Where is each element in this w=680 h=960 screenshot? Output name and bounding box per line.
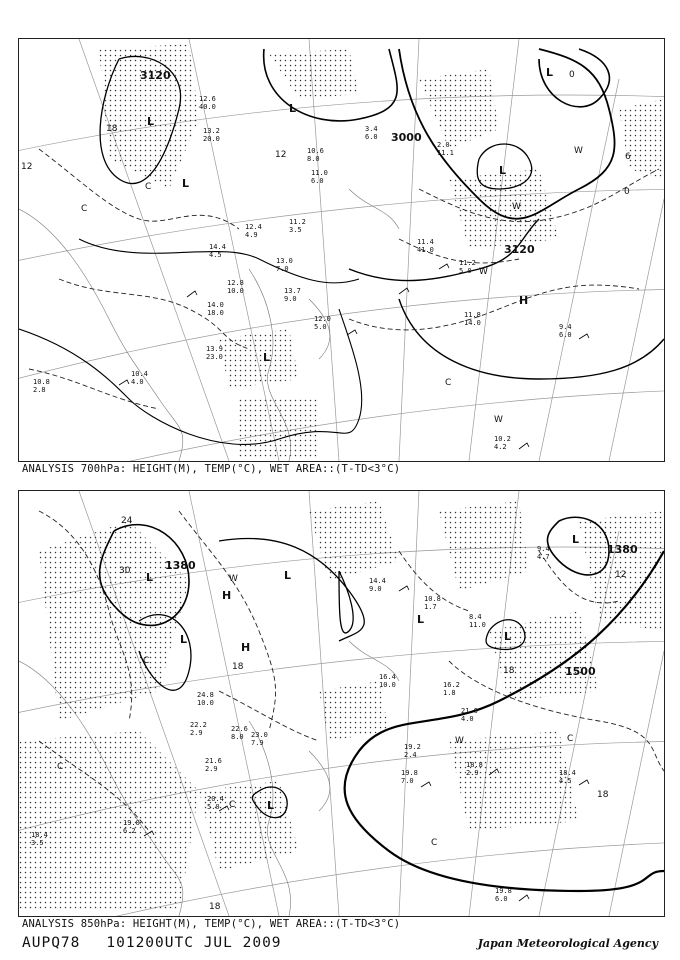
svg-text:14.0: 14.0 [464, 319, 481, 327]
svg-text:2.9: 2.9 [466, 769, 479, 777]
caption-700hpa: ANALYSIS 700hPa: HEIGHT(M), TEMP(°C), WET AREA::(T-TD<3°C) [22, 463, 401, 475]
cold-marker: C [567, 734, 574, 744]
isotherm-label: 18 [232, 662, 244, 672]
svg-text:2.9: 2.9 [205, 765, 218, 773]
svg-text:20.4: 20.4 [207, 795, 224, 803]
svg-text:1.8: 1.8 [443, 689, 456, 697]
svg-text:9.4: 9.4 [537, 545, 550, 553]
map-700hpa-canvas [19, 39, 664, 461]
svg-text:23.0: 23.0 [206, 353, 223, 361]
isotherm-label: 12 [615, 570, 627, 580]
warm-marker: W [229, 574, 238, 584]
svg-text:6.0: 6.0 [365, 133, 378, 141]
isotherm-label: 18 [597, 790, 609, 800]
svg-text:12.0: 12.0 [314, 315, 331, 323]
svg-text:10.8: 10.8 [33, 378, 50, 386]
svg-text:19.0: 19.0 [123, 819, 140, 827]
svg-text:13.9: 13.9 [206, 345, 223, 353]
svg-text:8.0: 8.0 [231, 733, 244, 741]
isotherm-label: 12 [21, 162, 33, 172]
chart-identifier [22, 935, 308, 951]
svg-text:9.0: 9.0 [284, 295, 297, 303]
warm-marker: W [494, 415, 503, 425]
svg-text:6.0: 6.0 [311, 177, 324, 185]
svg-text:18.8: 18.8 [466, 761, 483, 769]
svg-text:10.2: 10.2 [494, 435, 511, 443]
svg-text:7.0: 7.0 [276, 265, 289, 273]
svg-text:8.0: 8.0 [307, 155, 320, 163]
svg-text:4.2: 4.2 [494, 443, 507, 451]
svg-text:10.4: 10.4 [131, 370, 148, 378]
svg-text:21.6: 21.6 [461, 707, 478, 715]
svg-text:14.0: 14.0 [207, 301, 224, 309]
svg-text:5.0: 5.0 [314, 323, 327, 331]
svg-text:2.8: 2.8 [33, 386, 46, 394]
low-center: L [417, 613, 425, 626]
low-center: L [572, 533, 580, 546]
svg-text:10.0: 10.0 [197, 699, 214, 707]
svg-text:4.5: 4.5 [209, 251, 222, 259]
low-center: L [180, 633, 188, 646]
svg-text:18.0: 18.0 [207, 309, 224, 317]
cold-marker: C [57, 762, 64, 772]
low-center: L [263, 351, 271, 364]
svg-text:7.9: 7.9 [251, 739, 264, 747]
svg-text:22.6: 22.6 [231, 725, 248, 733]
isotherm-label: 0 [569, 70, 575, 80]
svg-text:12.6: 12.6 [199, 95, 216, 103]
low-center: L [499, 164, 507, 177]
svg-text:3.5: 3.5 [31, 839, 44, 847]
high-center: H [519, 294, 529, 307]
svg-text:4.0: 4.0 [131, 378, 144, 386]
svg-text:10.8: 10.8 [424, 595, 441, 603]
svg-text:14.4: 14.4 [369, 577, 386, 585]
svg-text:11.0: 11.0 [311, 169, 328, 177]
wet-area-shading [19, 501, 664, 911]
coastlines [19, 189, 399, 461]
isotherm-label: 18 [503, 666, 515, 676]
svg-text:13.2: 13.2 [203, 127, 220, 135]
isotherm-label: 24 [121, 516, 133, 526]
cold-marker: C [229, 800, 236, 810]
svg-text:5.0: 5.0 [459, 267, 472, 275]
svg-text:6.2: 6.2 [123, 827, 136, 835]
svg-text:10.0: 10.0 [379, 681, 396, 689]
svg-text:10.6: 10.6 [307, 147, 324, 155]
svg-text:6.0: 6.0 [495, 895, 508, 903]
svg-text:20.0: 20.0 [203, 135, 220, 143]
svg-text:11.8: 11.8 [464, 311, 481, 319]
cold-marker: C [445, 378, 452, 388]
svg-text:19.8: 19.8 [401, 769, 418, 777]
svg-text:7.0: 7.0 [401, 777, 414, 785]
cold-marker: C [143, 656, 150, 666]
svg-text:19.2: 19.2 [404, 743, 421, 751]
map-700hpa [18, 38, 665, 462]
svg-text:4.5: 4.5 [559, 777, 572, 785]
svg-text:9.0: 9.0 [369, 585, 382, 593]
svg-text:18.4: 18.4 [31, 831, 48, 839]
svg-text:18.4: 18.4 [559, 769, 576, 777]
svg-text:12.8: 12.8 [227, 279, 244, 287]
low-center: L [146, 571, 154, 584]
svg-text:16.2: 16.2 [443, 681, 460, 689]
svg-text:16.4: 16.4 [379, 673, 396, 681]
cold-marker: C [431, 838, 438, 848]
low-center: L [289, 102, 297, 115]
isotherm-label: 18 [209, 902, 221, 912]
low-center: L [147, 115, 155, 128]
svg-text:12.4: 12.4 [245, 223, 262, 231]
isotherm-label: 12 [275, 150, 287, 160]
svg-text:11.4: 11.4 [417, 238, 434, 246]
svg-text:10.0: 10.0 [227, 287, 244, 295]
svg-text:11.2: 11.2 [289, 218, 306, 226]
issue-time: 101200UTC JUL 2009 [106, 935, 282, 951]
cold-marker: C [145, 182, 152, 192]
svg-text:22.2: 22.2 [190, 721, 207, 729]
svg-text:11.2: 11.2 [459, 259, 476, 267]
height-label: 3000 [391, 131, 422, 144]
isotherms [29, 149, 659, 409]
svg-text:24.8: 24.8 [197, 691, 214, 699]
svg-text:11.1: 11.1 [437, 149, 454, 157]
height-label: 3120 [140, 69, 171, 82]
height-label: 1500 [565, 665, 596, 678]
warm-marker: W [512, 202, 521, 212]
agency-name: Japan Meteorological Agency [477, 937, 658, 950]
low-center: L [284, 569, 292, 582]
height-label: 1380 [165, 559, 196, 572]
map-850hpa [18, 490, 665, 917]
svg-text:4.0: 4.0 [461, 715, 474, 723]
low-center: L [182, 177, 190, 190]
high-center: H [241, 641, 251, 654]
svg-text:11.0: 11.0 [469, 621, 486, 629]
warm-marker: W [455, 736, 464, 746]
svg-text:14.4: 14.4 [209, 243, 226, 251]
isotherm-label: 0 [624, 187, 630, 197]
svg-text:13.7: 13.7 [284, 287, 301, 295]
svg-text:2.9: 2.9 [190, 729, 203, 737]
svg-text:13.0: 13.0 [276, 257, 293, 265]
svg-text:8.4: 8.4 [469, 613, 482, 621]
svg-text:1.7: 1.7 [424, 603, 437, 611]
svg-text:41.0: 41.0 [417, 246, 434, 254]
cold-marker: C [81, 204, 88, 214]
height-label: 3120 [504, 243, 535, 256]
svg-text:6.0: 6.0 [559, 331, 572, 339]
caption-850hpa: ANALYSIS 850hPa: HEIGHT(M), TEMP(°C), WET AREA::(T-TD<3°C) [22, 918, 401, 930]
svg-text:9.4: 9.4 [559, 323, 572, 331]
svg-text:23.0: 23.0 [251, 731, 268, 739]
low-center: L [546, 66, 554, 79]
svg-text:2.0: 2.0 [437, 141, 450, 149]
warm-marker: W [574, 146, 583, 156]
svg-text:4.7: 4.7 [537, 553, 550, 561]
svg-text:21.6: 21.6 [205, 757, 222, 765]
map-850hpa-canvas [19, 491, 664, 916]
svg-text:2.4: 2.4 [404, 751, 417, 759]
isotherm-label: 6 [625, 152, 631, 162]
height-label: 1380 [607, 543, 638, 556]
high-center: H [222, 589, 232, 602]
svg-text:3.5: 3.5 [289, 226, 302, 234]
svg-text:19.8: 19.8 [495, 887, 512, 895]
svg-text:3.4: 3.4 [365, 125, 378, 133]
low-center: L [267, 799, 275, 812]
isotherm-label: 18 [106, 124, 118, 134]
svg-text:5.0: 5.0 [207, 803, 220, 811]
product-code: AUPQ78 [22, 935, 81, 951]
svg-text:4.9: 4.9 [245, 231, 258, 239]
low-center: L [504, 630, 512, 643]
warm-marker: W [479, 267, 488, 277]
svg-text:40.0: 40.0 [199, 103, 216, 111]
isotherm-label: 30 [119, 566, 131, 576]
